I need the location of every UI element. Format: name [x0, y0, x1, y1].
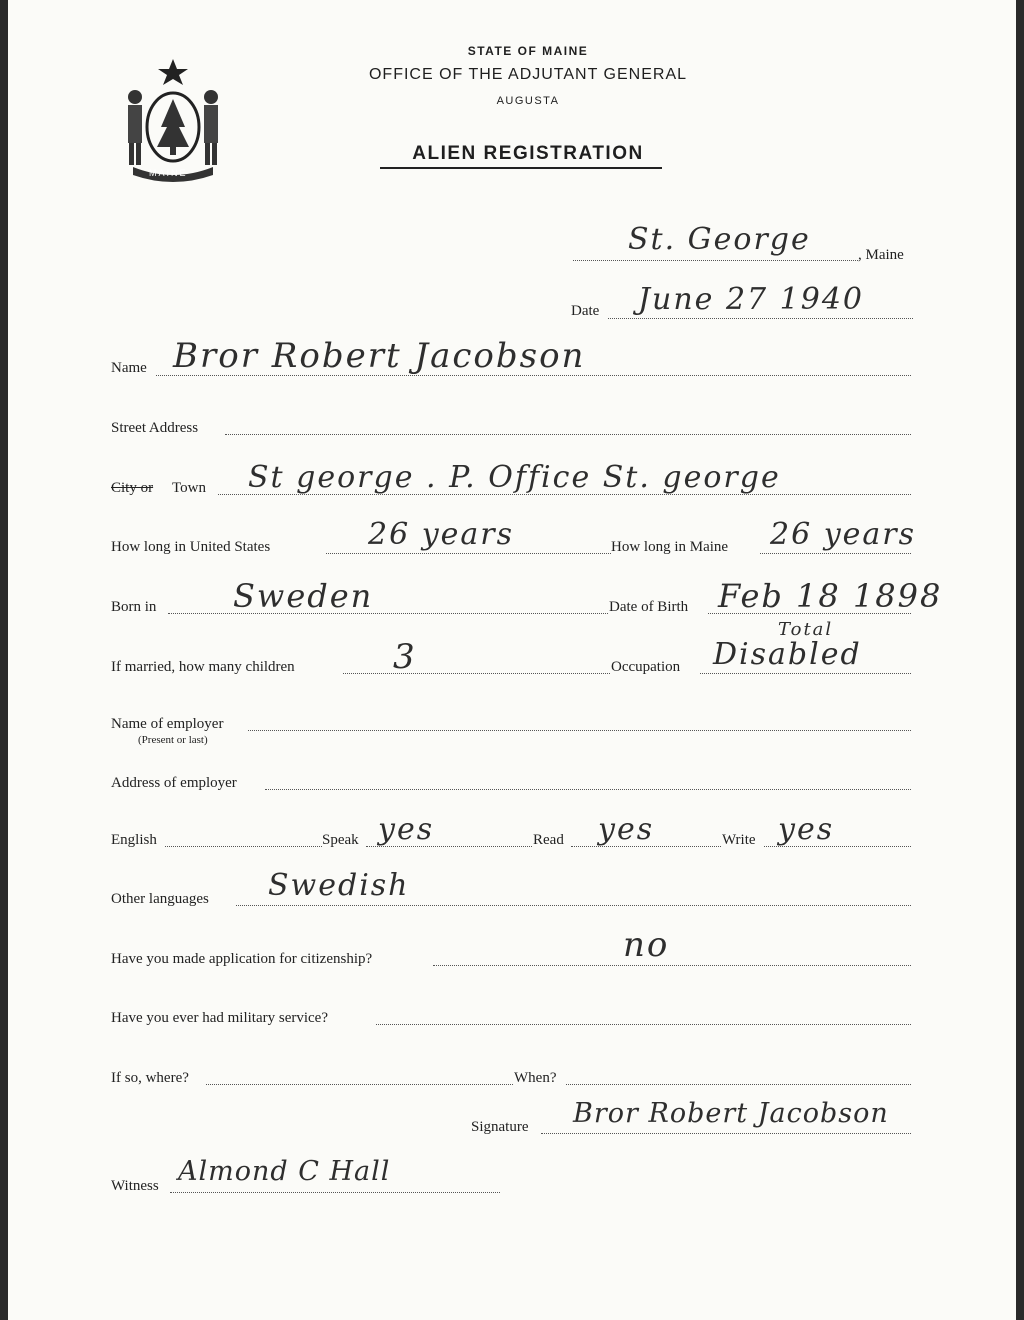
when-line: [566, 1084, 911, 1085]
english-line: [165, 846, 322, 847]
employer-line: [248, 730, 911, 731]
town-label: Town: [172, 480, 206, 496]
header-office: OFFICE OF THE ADJUTANT GENERAL: [368, 66, 688, 83]
other-languages-label: Other languages: [111, 891, 209, 907]
dob-label: Date of Birth: [609, 599, 689, 615]
how-long-us-line: [326, 553, 611, 554]
town-top-entry[interactable]: St. George: [628, 222, 811, 257]
signature-entry[interactable]: Bror Robert Jacobson: [573, 1098, 889, 1129]
header-city: AUGUSTA: [496, 95, 560, 107]
name-entry[interactable]: Bror Robert Jacobson: [173, 336, 586, 376]
where-line: [206, 1084, 513, 1085]
name-label: Name: [111, 360, 147, 376]
english-label: English: [111, 832, 157, 848]
seal-banner-text: MAINE: [149, 168, 188, 178]
how-long-maine-entry[interactable]: 26 years: [770, 517, 917, 552]
town-top-line: [573, 260, 858, 261]
occupation-line: [700, 673, 911, 674]
signature-label: Signature: [471, 1119, 529, 1135]
write-entry[interactable]: yes: [778, 812, 835, 847]
dob-entry[interactable]: Feb 18 1898: [718, 577, 943, 615]
citizenship-entry[interactable]: no: [623, 925, 670, 965]
maine-label: , Maine: [858, 247, 904, 263]
born-in-label: Born in: [111, 599, 157, 615]
citizenship-label: Have you made application for citizenship?: [111, 951, 373, 967]
speak-label: Speak: [322, 832, 359, 848]
children-line: [343, 673, 610, 674]
speak-entry[interactable]: yes: [378, 812, 435, 847]
date-label: Date: [571, 303, 600, 319]
city-or-label-struck: City or: [111, 480, 154, 496]
how-long-maine-label: How long in Maine: [611, 539, 729, 555]
employer-address-label: Address of employer: [111, 775, 237, 791]
how-long-maine-line: [760, 553, 911, 554]
street-label: Street Address: [111, 420, 199, 436]
witness-line: [170, 1192, 500, 1193]
when-label: When?: [514, 1070, 557, 1086]
witness-entry[interactable]: Almond C Hall: [178, 1156, 391, 1187]
town-entry[interactable]: St george . P. Office St. george: [248, 460, 781, 495]
military-label: Have you ever had military service?: [111, 1010, 328, 1026]
date-line: [608, 318, 913, 319]
how-long-us-entry[interactable]: 26 years: [368, 517, 515, 552]
header-state: STATE OF MAINE: [467, 44, 589, 58]
witness-label: Witness: [111, 1178, 159, 1194]
title-underline: [380, 167, 662, 169]
occupation-entry[interactable]: Disabled: [713, 637, 862, 672]
date-entry[interactable]: June 27 1940: [638, 282, 865, 317]
read-entry[interactable]: yes: [598, 812, 655, 847]
form-sheet: [8, 0, 1016, 1320]
children-label: If married, how many children: [111, 659, 295, 675]
form-title: ALIEN REGISTRATION: [412, 143, 644, 164]
occupation-note-entry[interactable]: Total: [778, 619, 834, 640]
write-label: Write: [722, 832, 756, 848]
employer-note: (Present or last): [138, 734, 208, 746]
military-line: [376, 1024, 911, 1025]
how-long-us-label: How long in United States: [111, 539, 271, 555]
occupation-label: Occupation: [611, 659, 681, 675]
born-in-entry[interactable]: Sweden: [233, 577, 374, 615]
other-languages-line: [236, 905, 911, 906]
children-entry[interactable]: 3: [393, 637, 417, 677]
where-label: If so, where?: [111, 1070, 189, 1086]
employer-label: Name of employer: [111, 716, 224, 732]
citizenship-line: [433, 965, 911, 966]
street-line: [225, 434, 911, 435]
maine-seal-icon: [113, 55, 233, 185]
employer-address-line: [265, 789, 911, 790]
signature-line: [541, 1133, 911, 1134]
other-languages-entry[interactable]: Swedish: [268, 868, 410, 903]
read-label: Read: [533, 832, 564, 848]
